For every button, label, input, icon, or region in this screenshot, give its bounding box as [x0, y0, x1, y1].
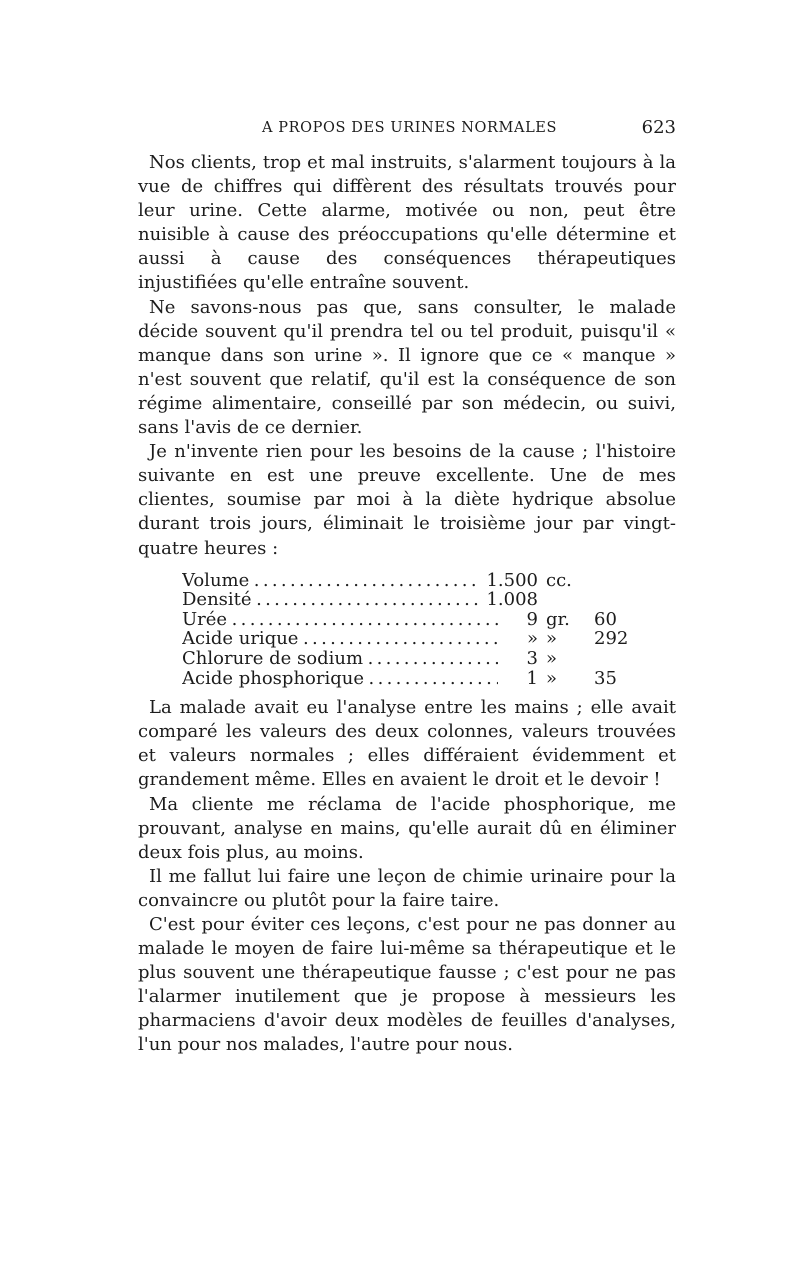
table-row — [182, 571, 632, 591]
row-label: Urée . . . — [182, 610, 498, 630]
table-row — [182, 590, 632, 610]
paragraph-lecon: Il me fallut lui faire une leçon de chimie urinaire pour la convaincre ou plutôt pour la faire taire. — [138, 865, 676, 911]
table-row — [182, 669, 632, 689]
paragraph-conclusion: C'est pour éviter ces leçons, c'est pour ne pas donner au malade le moyen de faire lui-même sa thérapeutique et le plus souvent une thérapeutique fausse ; c'est pour ne pas l'alarmer inutilement que je propose à messieurs les pharmaciens d'avoir deux modèles de feuilles d'analyses, l'un pour nos malades, l'autre pour nous. — [138, 914, 676, 1056]
row-decimal: 60 — [594, 608, 617, 630]
urine-analysis-table — [182, 571, 632, 689]
page-number: 623 — [641, 117, 676, 138]
row-value: 1.008 — [486, 589, 538, 611]
row-value: 1 — [526, 667, 538, 689]
row-label: Densité . . . — [182, 590, 480, 610]
paragraph-reclamation: Ma cliente me réclama de l'acide phosphorique, me prouvant, analyse en mains, qu'elle aurait dû en éliminer deux fois plus, au moins. — [138, 793, 676, 863]
row-label: Volume . . . — [182, 571, 480, 591]
row-value: 1.500 — [486, 569, 538, 591]
row-unit: cc. — [546, 569, 572, 591]
table-row — [182, 649, 632, 669]
running-title: A PROPOS DES URINES NORMALES — [262, 120, 558, 136]
row-unit: » — [546, 667, 558, 689]
row-decimal: 292 — [594, 628, 629, 650]
row-label: Acide urique . . . — [182, 629, 498, 649]
row-unit: gr. — [546, 608, 570, 630]
row-unit: » — [546, 628, 558, 650]
paragraph-alarm: Nos clients, trop et mal instruits, s'alarment toujours à la vue de chiffres qui diffèrent des résultats trouvés pour leur urine. Cette alarme, motivée ou non, peut être nuisible à cause des préoccupations qu'elle détermine et aussi à cause des conséquences thérapeutiques injustifiées qu'elle entraîne souvent. — [138, 152, 676, 294]
row-value: 9 — [526, 608, 538, 630]
page-body — [138, 151, 676, 1058]
row-value: 3 — [526, 647, 538, 669]
row-unit: » — [546, 647, 558, 669]
paragraph-manque: Ne savons-nous pas que, sans consulter, le malade décide souvent qu'il prendra tel ou tel produit, puisqu'il « manque dans son urine ». Il ignore que ce « manque » n'est souvent que relatif, qu'il est la conséquence de son régime alimentaire, conseillé par son médecin, ou suivi, sans l'avis de ce dernier. — [138, 296, 676, 439]
row-decimal: 35 — [594, 667, 617, 689]
table-row — [182, 610, 632, 630]
row-value: » — [526, 628, 538, 650]
paragraph-histoire: Je n'invente rien pour les besoins de la cause ; l'histoire suivante en est une preuve excellente. Une de mes clientes, soumise par moi à la diète hydrique absolue durant trois jours, éliminait le troisième jour par vingt-quatre heures : — [138, 441, 676, 559]
row-label: Acide phosphorique . . . — [182, 669, 498, 689]
row-label: Chlorure de sodium . . . — [182, 649, 498, 669]
paragraph-comparaison: La malade avait eu l'analyse entre les mains ; elle avait comparé les valeurs des deux colonnes, valeurs trouvées et valeurs normales ; elles différaient évidemment et grandement même. Elles en avaient le droit et le devoir ! — [138, 697, 676, 791]
table-row — [182, 629, 632, 649]
running-header — [140, 116, 676, 140]
